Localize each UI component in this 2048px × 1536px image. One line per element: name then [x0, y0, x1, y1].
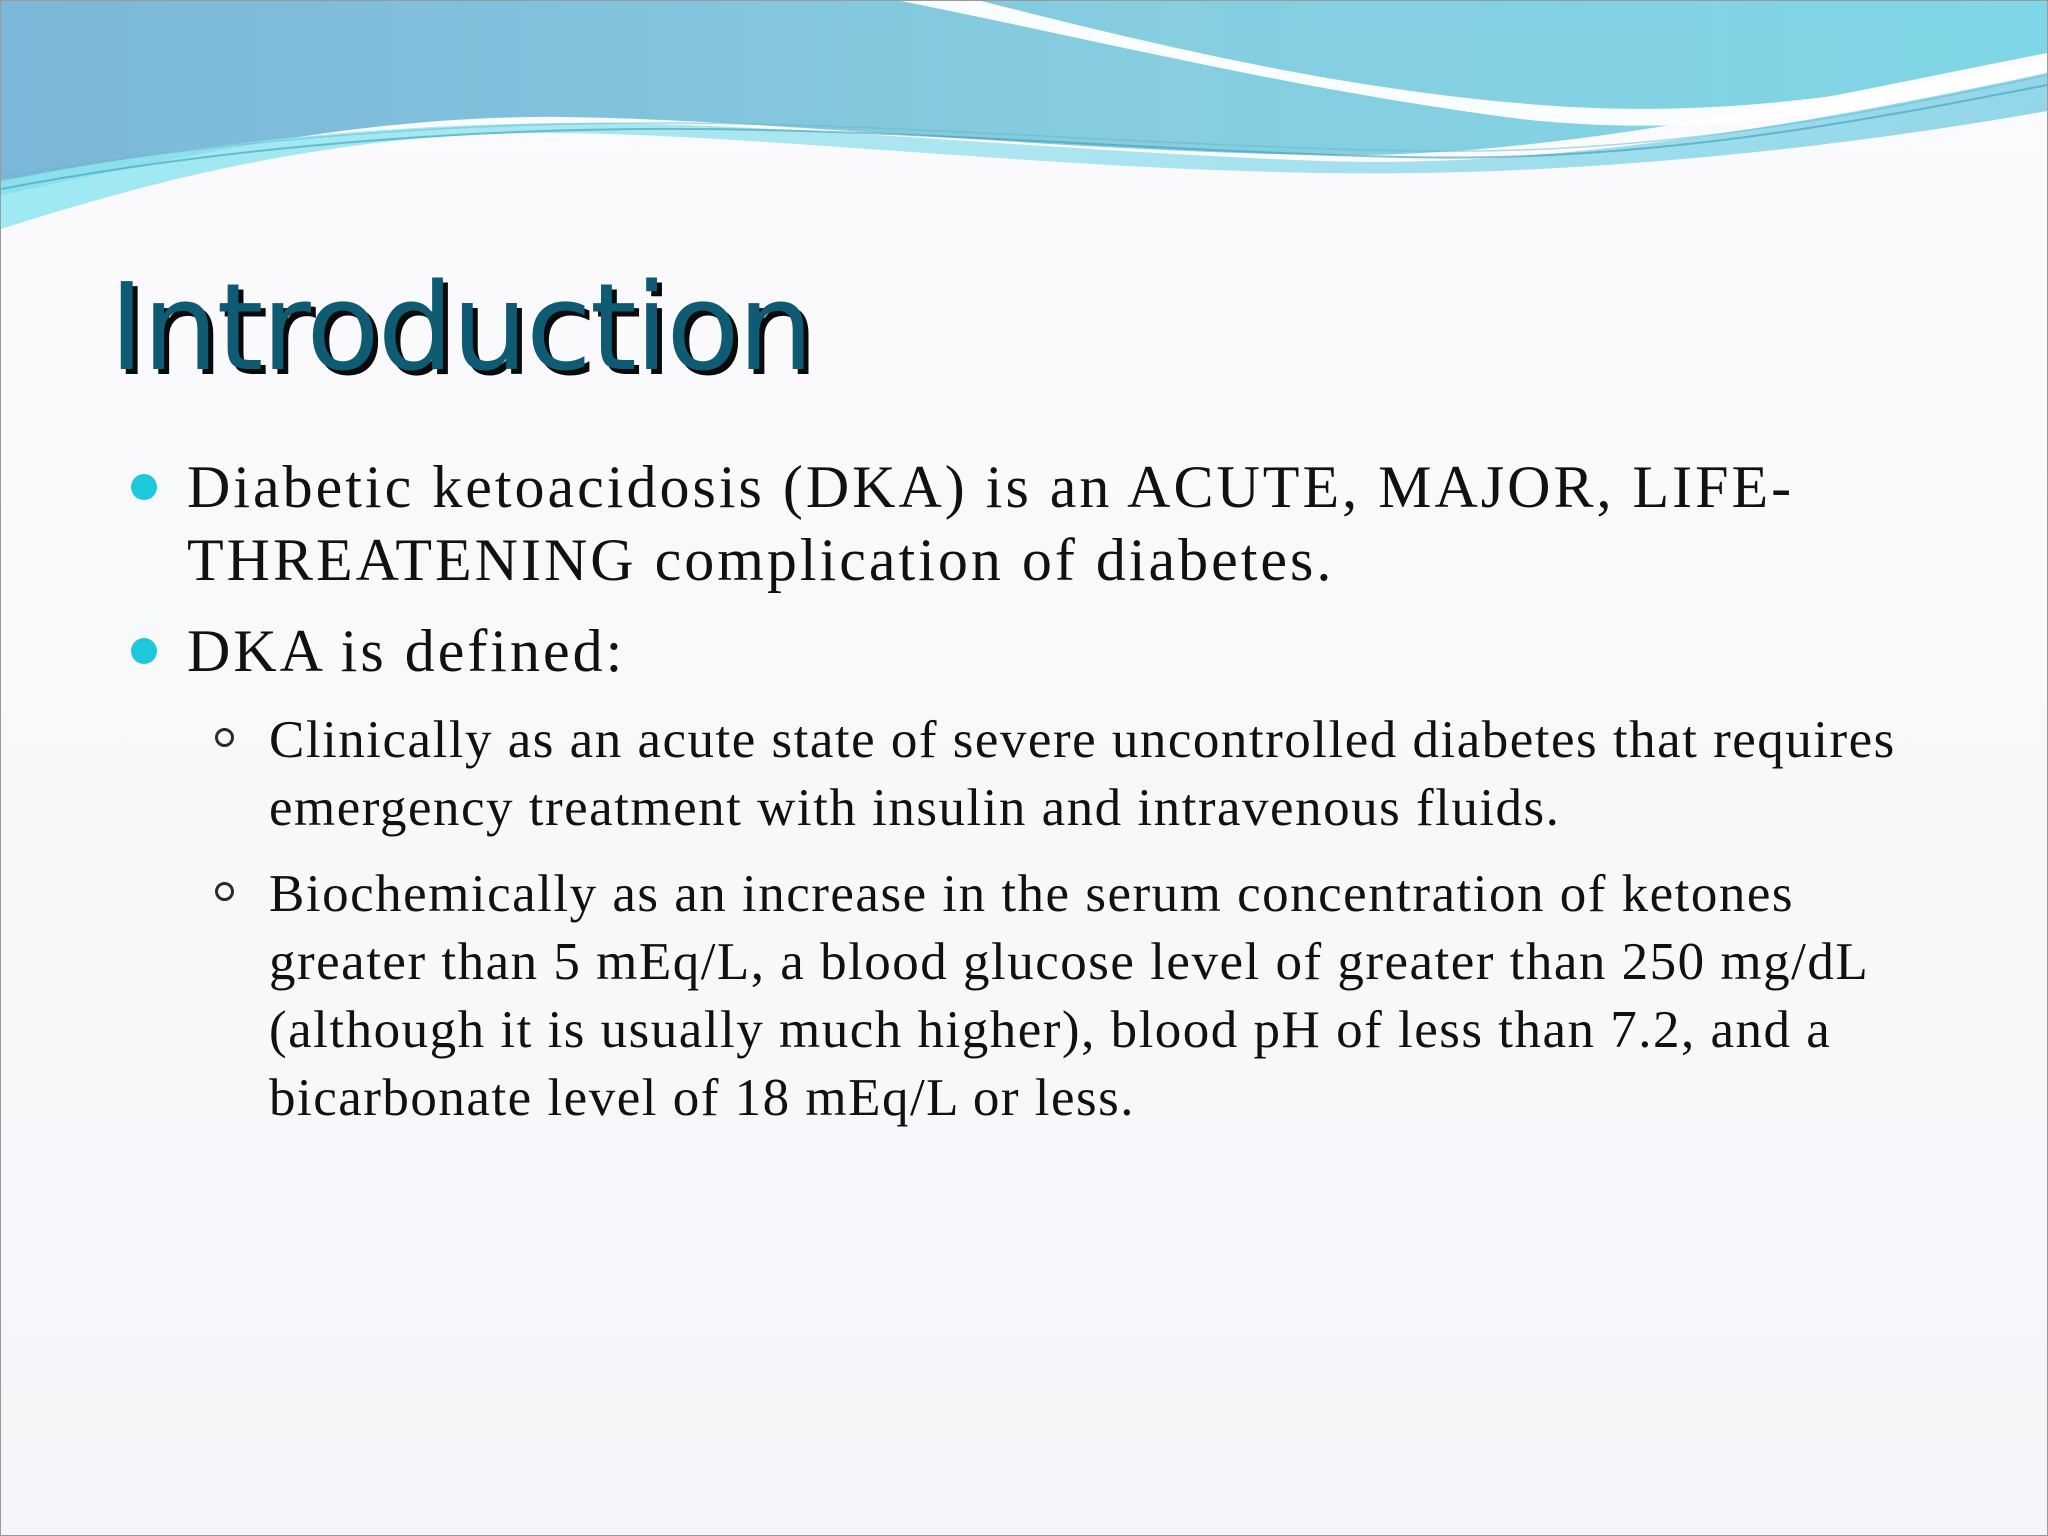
- sub-bullet-list: [131, 706, 1961, 1132]
- slide-content: [131, 451, 1961, 1150]
- bullet-dot-icon: [131, 474, 157, 500]
- slide-title: Introduction: [109, 259, 812, 398]
- header-wave-decoration: [1, 1, 2047, 241]
- bullet-ring-icon: [215, 728, 234, 747]
- bullet-dot-icon: [131, 638, 157, 664]
- sub-bullet-text: Clinically as an acute state of severe uncontrolled diabetes that requires emergency treatment with insulin and intravenous fluids.: [269, 711, 1896, 837]
- bullet-text: DKA is defined:: [187, 618, 626, 684]
- sub-bullet-item: [215, 860, 1961, 1132]
- bullet-item: [131, 615, 1961, 688]
- sub-bullet-item: [215, 706, 1961, 842]
- sub-bullet-text: Biochemically as an increase in the serum concentration of ketones greater than 5 mEq/L, a blood glucose level of greater than 250 mg/dL (although it is usually much higher), blood pH of less than 7.2, and a bicarbonate level of 18 mEq/L or less.: [269, 865, 1868, 1127]
- bullet-text: Diabetic ketoacidosis (DKA) is an ACUTE, MAJOR, LIFE-THREATENING complication of diabetes.: [187, 454, 1795, 593]
- bullet-item: [131, 451, 1961, 597]
- bullet-ring-icon: [215, 882, 234, 901]
